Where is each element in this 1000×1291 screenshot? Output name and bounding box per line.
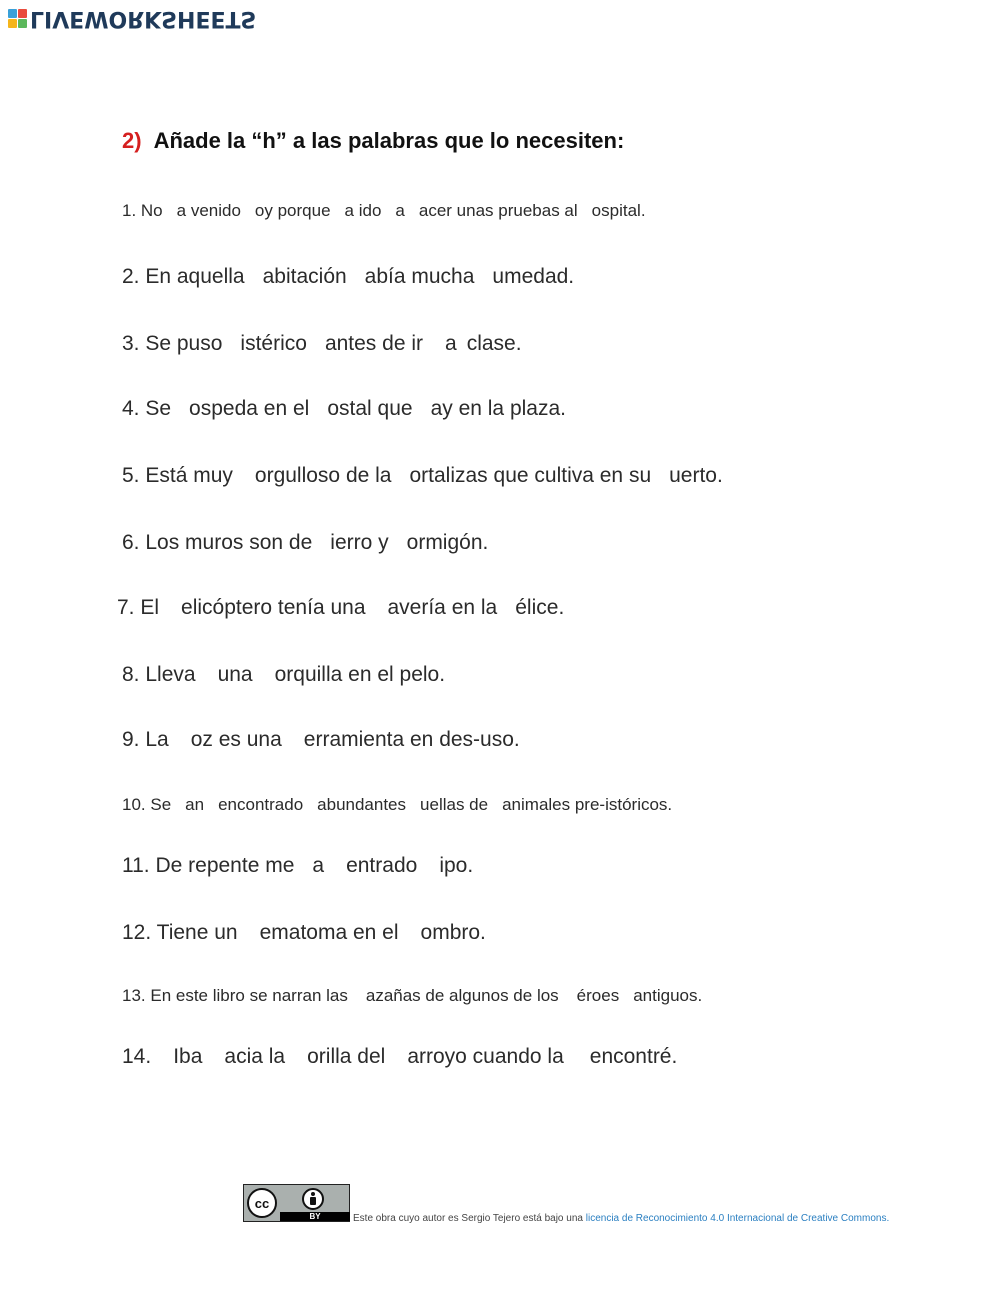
sentence-fragment: ipo. (439, 854, 474, 877)
sentence-fragment: élice. (515, 596, 565, 619)
sentence-fragment: ay en la plaza. (430, 397, 566, 420)
sentence-7 (117, 596, 564, 620)
sentence-fragment: a (312, 854, 325, 877)
logo-squares-icon (8, 9, 27, 28)
sentence-fragment: 1. No (122, 201, 163, 220)
sentence-fragment: acer unas pruebas al (418, 201, 578, 220)
sentence-4 (122, 397, 566, 421)
sentence-fragment: ospital. (591, 201, 646, 220)
logo-text: LIVEWORKSHEETS (30, 6, 257, 31)
sentence-6 (122, 531, 488, 555)
logo-square (8, 9, 17, 18)
sentence-fragment: entrado (346, 854, 418, 877)
logo-square (8, 19, 17, 28)
sentence-13 (122, 986, 702, 1006)
sentence-fragment: a venido (176, 201, 241, 220)
sentence-fragment: uellas de (420, 795, 489, 814)
sentence-fragment: orquilla en el pelo. (274, 663, 446, 686)
sentence-fragment: 2. En aquella (122, 265, 245, 288)
sentence-fragment: acia la (224, 1045, 286, 1068)
sentence-fragment: orilla del (307, 1045, 386, 1068)
sentence-fragment: istérico (240, 332, 307, 355)
sentence-fragment: una (217, 663, 253, 686)
sentence-fragment: azañas de algunos de los (365, 986, 559, 1005)
sentence-fragment: orgulloso de la (254, 464, 392, 487)
sentence-fragment: 10. Se (122, 795, 172, 814)
sentence-fragment: ortalizas que cultiva en su (409, 464, 652, 487)
exercise-title (122, 128, 624, 154)
sentence-9 (122, 728, 520, 752)
sentence-fragment: a ido (344, 201, 382, 220)
sentence-fragment: ematoma en el (259, 921, 399, 944)
license-text: Este obra cuyo autor es Sergio Tejero está bajo una (353, 1213, 583, 1224)
license-notice (353, 1213, 889, 1224)
sentence-fragment: ospeda en el (189, 397, 310, 420)
liveworksheets-logo (8, 5, 256, 31)
sentence-fragment: ierro y (330, 531, 389, 554)
by-label: BY (280, 1212, 350, 1221)
person-icon (302, 1188, 324, 1210)
exercise-number: 2) (122, 128, 142, 153)
sentence-fragment: 9. La (122, 728, 169, 751)
sentence-fragment: 14. (122, 1045, 152, 1068)
sentence-fragment: ombro. (420, 921, 486, 944)
sentence-fragment: clase. (466, 332, 522, 355)
sentence-fragment: umedad. (492, 265, 575, 288)
sentence-11 (122, 854, 473, 878)
sentence-fragment: 8. Lleva (122, 663, 196, 686)
exercise-instruction: Añade la “h” a las palabras que lo necesiten: (153, 128, 625, 153)
license-link[interactable]: licencia de Reconocimiento 4.0 Internacional de Creative Commons. (585, 1213, 890, 1224)
sentence-3 (122, 332, 522, 356)
sentence-fragment: 13. En este libro se narran las (122, 986, 348, 1005)
sentence-fragment: éroes (576, 986, 620, 1005)
sentence-fragment: Iba (173, 1045, 203, 1068)
sentence-fragment: abitación (262, 265, 347, 288)
sentence-fragment: 11. De repente me (122, 854, 295, 877)
sentence-14 (122, 1045, 677, 1069)
sentence-fragment: encontrado (218, 795, 304, 814)
sentence-fragment: oy porque (254, 201, 331, 220)
sentence-fragment: 6. Los muros son de (122, 531, 313, 554)
sentence-fragment: 5. Está muy (122, 464, 233, 487)
sentence-fragment: 12. Tiene un (122, 921, 238, 944)
sentence-5 (122, 464, 723, 488)
sentence-fragment: abía mucha (364, 265, 475, 288)
sentence-fragment: antes de ir (324, 332, 423, 355)
sentence-fragment: arroyo cuando la (407, 1045, 564, 1068)
sentence-2 (122, 265, 574, 289)
sentence-1 (122, 201, 646, 221)
cc-by-badge[interactable] (243, 1184, 350, 1222)
sentence-fragment: erramienta en des-uso. (303, 728, 520, 751)
sentence-fragment: animales pre-istóricos. (502, 795, 673, 814)
sentence-fragment: antiguos. (633, 986, 703, 1005)
sentence-fragment: a (445, 332, 457, 355)
sentence-fragment: ormigón. (406, 531, 489, 554)
sentence-fragment: avería en la (387, 596, 498, 619)
sentence-fragment: ostal que (327, 397, 413, 420)
sentence-12 (122, 921, 486, 945)
sentence-10 (122, 795, 672, 815)
sentence-fragment: 4. Se (122, 397, 172, 420)
sentence-fragment: 7. El (117, 596, 160, 619)
cc-icon: cc (247, 1188, 277, 1218)
sentence-fragment: encontré. (589, 1045, 678, 1068)
sentence-8 (122, 663, 445, 687)
sentence-fragment: elicóptero tenía una (181, 596, 366, 619)
logo-square (18, 19, 27, 28)
sentence-fragment: a (395, 201, 405, 220)
sentence-fragment: an (185, 795, 205, 814)
sentence-fragment: 3. Se puso (122, 332, 223, 355)
sentence-fragment: uerto. (669, 464, 723, 487)
sentence-fragment: abundantes (317, 795, 407, 814)
sentence-fragment: oz es una (190, 728, 282, 751)
logo-square (18, 9, 27, 18)
